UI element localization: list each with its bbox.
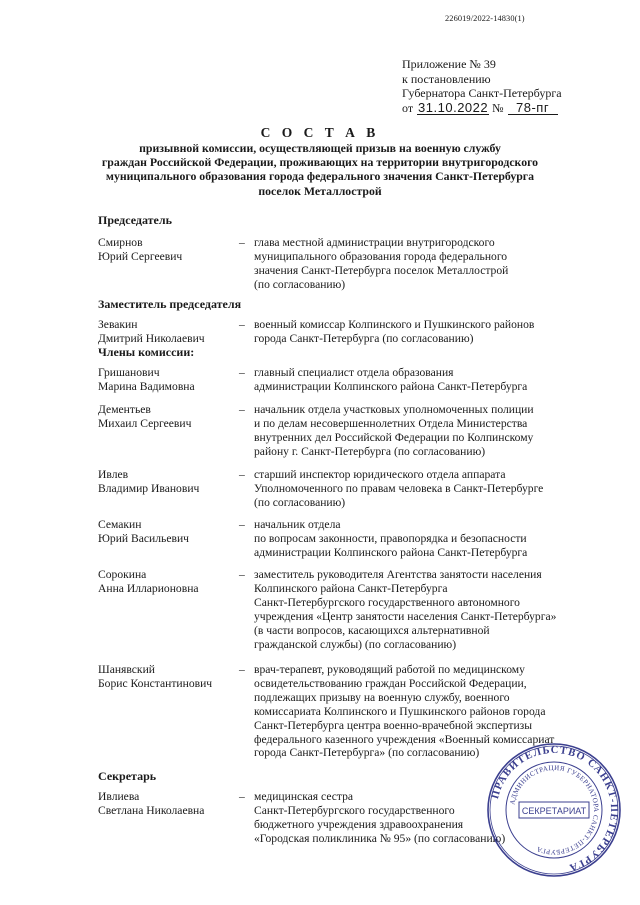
position-line: главный специалист отдела образования bbox=[254, 366, 454, 379]
stamp-center-text: СЕКРЕТАРИАТ bbox=[521, 806, 587, 816]
member-name bbox=[98, 663, 238, 691]
dash-separator: – bbox=[239, 403, 245, 416]
member-name bbox=[98, 790, 238, 818]
title-heading: С О С Т А В bbox=[260, 125, 380, 140]
handwritten-date: 31.10.2022 bbox=[418, 99, 489, 115]
section-chairman: Председатель bbox=[98, 213, 172, 227]
appendix-to-resolution: к постановлению bbox=[402, 71, 491, 86]
position-line: (в части вопросов, касающихся альтернативной bbox=[254, 623, 490, 637]
member-position bbox=[254, 366, 616, 394]
member-surname: Шанявский bbox=[98, 663, 155, 676]
stamp-inner-textpath: АДМИНИСТРАЦИЯ ГУБЕРНАТОРА САНКТ-ПЕТЕРБУРГА bbox=[508, 763, 601, 857]
position-line: учреждения «Центр занятости населения Санкт-Петербурга» bbox=[254, 609, 557, 623]
member-given-names: Марина Вадимовна bbox=[98, 379, 195, 393]
document-registration-number: 226019/2022-14830(1) bbox=[445, 14, 525, 23]
member-position bbox=[254, 568, 616, 651]
position-line: администрации Колпинского района Санкт-Петербурга bbox=[254, 545, 528, 559]
dash-separator: – bbox=[239, 568, 245, 581]
member-surname: Ивлиева bbox=[98, 790, 140, 803]
section-members: Члены комиссии: bbox=[98, 345, 195, 359]
position-line: военный комиссар Колпинского и Пушкинского районов bbox=[254, 318, 535, 331]
position-line: Санкт-Петербурга центра военно-врачебной экспертизы bbox=[254, 718, 533, 732]
dash-separator: – bbox=[239, 366, 245, 379]
position-line: гражданской службы) (по согласованию) bbox=[254, 637, 457, 651]
appendix-governor: Губернатора Санкт-Петербурга bbox=[402, 86, 562, 100]
position-line: подлежащих призыву на военную службу, военного bbox=[254, 690, 510, 704]
document-title bbox=[0, 124, 640, 198]
member-given-names: Михаил Сергеевич bbox=[98, 416, 192, 430]
position-line: освидетельствованию граждан Российской Федерации, bbox=[254, 676, 527, 690]
member-position bbox=[254, 403, 616, 459]
position-line: комиссариата Колпинского и Пушкинского районов города bbox=[254, 704, 546, 718]
position-line: старший инспектор юридического отдела аппарата bbox=[254, 468, 506, 481]
position-line: и по делам несовершеннолетних Отдела Министерства bbox=[254, 416, 528, 430]
position-line: району г. Санкт-Петербурга (по согласованию) bbox=[254, 444, 486, 458]
member-surname: Семакин bbox=[98, 518, 142, 531]
handwritten-number: 78-пг bbox=[508, 102, 558, 115]
dash-separator: – bbox=[239, 468, 245, 481]
dash-separator: – bbox=[239, 790, 245, 803]
position-line: федерального казенного учреждения «Военный комиссариат bbox=[254, 732, 555, 746]
position-line: начальник отдела участковых уполномоченных полиции bbox=[254, 403, 534, 416]
member-surname: Сорокина bbox=[98, 568, 147, 581]
member-name bbox=[98, 468, 238, 496]
dash-separator: – bbox=[239, 318, 245, 331]
position-line: города Санкт-Петербурга» (по согласованию) bbox=[254, 746, 480, 760]
position-line: внутренних дел Российской Федерации по Колпинскому bbox=[254, 430, 534, 444]
position-line: медицинская сестра bbox=[254, 790, 354, 803]
member-given-names: Анна Илларионовна bbox=[98, 581, 199, 595]
secretariat-stamp bbox=[486, 742, 622, 878]
member-given-names: Светлана Николаевна bbox=[98, 803, 205, 817]
position-line: (по согласованию) bbox=[254, 495, 346, 509]
member-name bbox=[98, 366, 238, 394]
member-name bbox=[98, 518, 238, 546]
member-given-names: Дмитрий Николаевич bbox=[98, 331, 205, 345]
dash-separator: – bbox=[239, 663, 245, 676]
from-label: от bbox=[402, 100, 414, 115]
member-name bbox=[98, 318, 238, 346]
title-line-3: муниципального образования города федерального значения Санкт-Петербурга bbox=[105, 169, 535, 184]
member-position bbox=[254, 318, 616, 346]
title-line-2: граждан Российской Федерации, проживающих на территории внутригородского bbox=[101, 155, 539, 170]
position-line: Уполномоченного по правам человека в Санкт-Петербурге bbox=[254, 481, 544, 495]
position-line: муниципального образования города федерального bbox=[254, 249, 508, 263]
position-line: администрации Колпинского района Санкт-Петербурга bbox=[254, 379, 528, 393]
section-secretary: Секретарь bbox=[98, 769, 157, 783]
number-sign: № bbox=[492, 100, 504, 115]
member-surname: Смирнов bbox=[98, 236, 143, 249]
position-line: Санкт-Петербургского государственного bbox=[254, 803, 455, 817]
appendix-block bbox=[402, 57, 562, 115]
member-surname: Гришанович bbox=[98, 366, 160, 379]
member-position bbox=[254, 236, 616, 292]
position-line: врач-терапевт, руководящий работой по медицинскому bbox=[254, 663, 525, 676]
section-deputy: Заместитель председателя bbox=[98, 297, 242, 311]
position-line: города Санкт-Петербурга (по согласованию) bbox=[254, 331, 474, 345]
member-given-names: Юрий Сергеевич bbox=[98, 249, 183, 263]
member-given-names: Владимир Иванович bbox=[98, 481, 200, 495]
member-given-names: Юрий Васильевич bbox=[98, 531, 189, 545]
position-line: Колпинского района Санкт-Петербурга bbox=[254, 581, 448, 595]
member-given-names: Борис Константинович bbox=[98, 676, 213, 690]
member-position bbox=[254, 468, 616, 510]
member-name bbox=[98, 236, 238, 264]
position-line: значения Санкт-Петербурга поселок Металлострой bbox=[254, 263, 509, 277]
position-line: Санкт-Петербургского государственного автономного bbox=[254, 595, 520, 609]
appendix-number: Приложение № 39 bbox=[402, 57, 496, 71]
member-surname: Дементьев bbox=[98, 403, 151, 416]
position-line: начальник отдела bbox=[254, 518, 341, 531]
position-line: глава местной администрации внутригородского bbox=[254, 236, 495, 249]
title-line-4: поселок Металлострой bbox=[258, 183, 382, 198]
position-line: заместитель руководителя Агентства занятости населения bbox=[254, 568, 542, 581]
stamp-ring-textpath: ПРАВИТЕЛЬСТВО САНКТ-ПЕТЕРБУРГА bbox=[490, 744, 620, 874]
title-line-1: призывной комиссии, осуществляющей призыв на военную службу bbox=[139, 141, 501, 155]
member-name bbox=[98, 568, 238, 596]
position-line: (по согласованию) bbox=[254, 277, 346, 291]
appendix-date-line bbox=[402, 101, 562, 116]
position-line: по вопросам законности, правопорядка и безопасности bbox=[254, 531, 527, 545]
member-surname: Ивлев bbox=[98, 468, 129, 481]
member-position bbox=[254, 518, 616, 560]
position-line: «Городская поликлиника № 95» (по согласованию) bbox=[254, 831, 506, 845]
position-line: бюджетного учреждения здравоохранения bbox=[254, 817, 464, 831]
dash-separator: – bbox=[239, 236, 245, 249]
dash-separator: – bbox=[239, 518, 245, 531]
member-surname: Зевакин bbox=[98, 318, 138, 331]
member-name bbox=[98, 403, 238, 431]
